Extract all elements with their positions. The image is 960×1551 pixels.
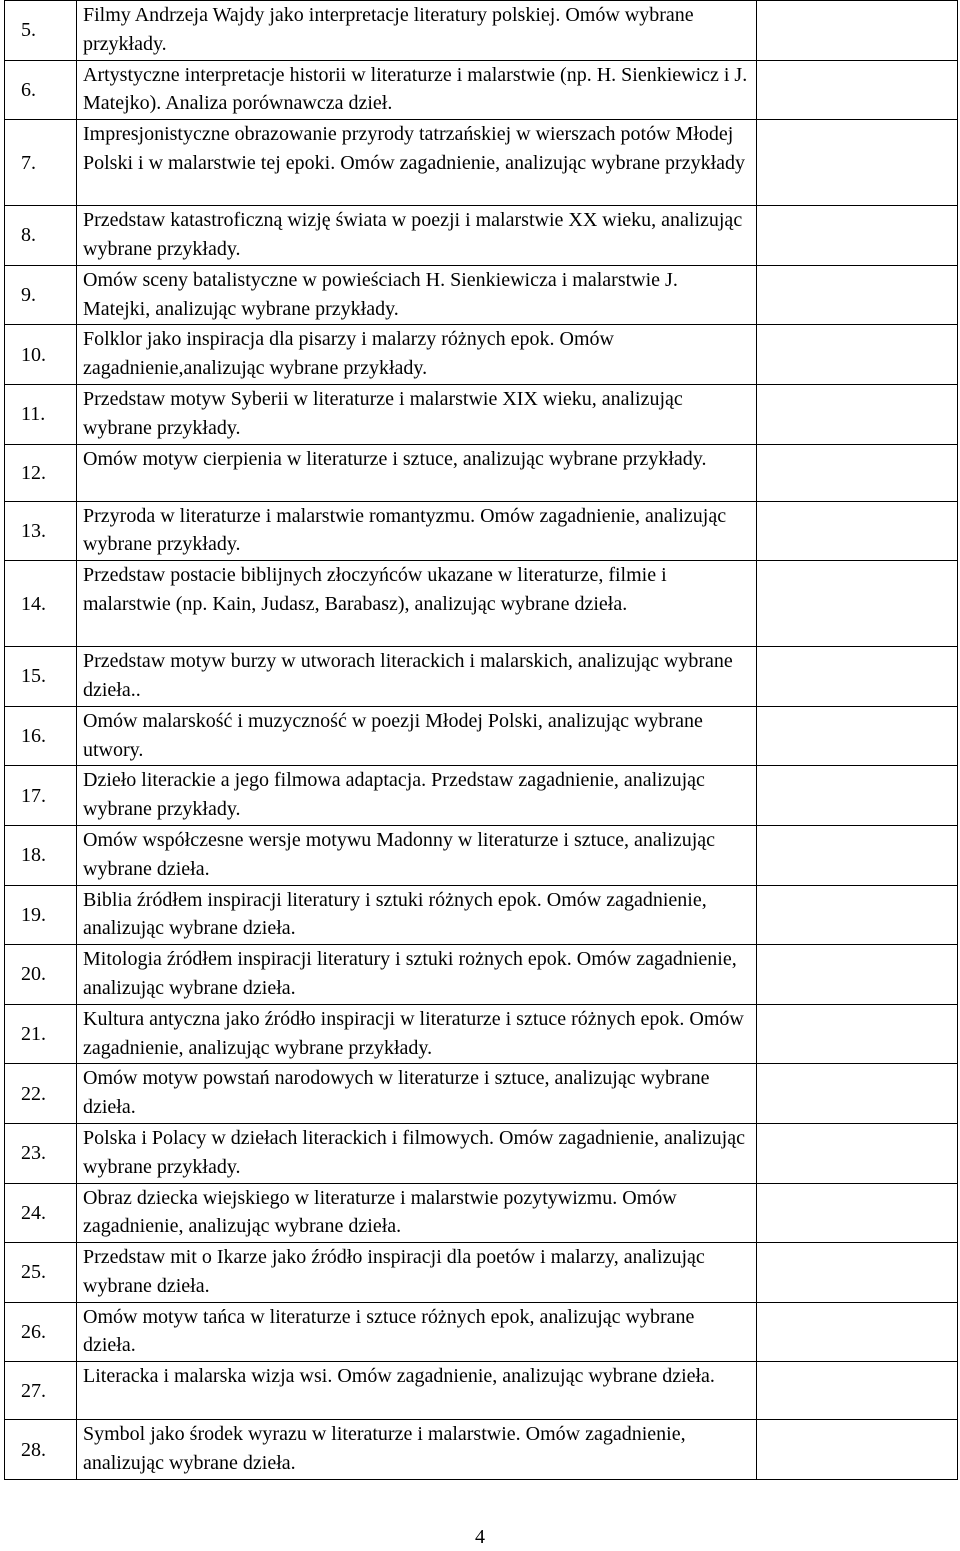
empty-cell	[757, 885, 958, 945]
empty-cell	[757, 1243, 958, 1303]
row-number: 7.	[5, 120, 77, 206]
topic-text: Literacka i malarska wizja wsi. Omów zagadnienie, analizując wybrane dzieła.	[77, 1362, 757, 1420]
topic-text: Kultura antyczna jako źródło inspiracji w literaturze i sztuce różnych epok. Omów zagadnienie, analizując wybrane przykłady.	[77, 1004, 757, 1064]
table-row	[5, 885, 958, 945]
topic-text: Omów motyw cierpienia w literaturze i sztuce, analizując wybrane przykłady.	[77, 444, 757, 501]
empty-cell	[757, 384, 958, 444]
row-number: 23.	[5, 1123, 77, 1183]
table-row	[5, 1362, 958, 1420]
row-number: 19.	[5, 885, 77, 945]
empty-cell	[757, 706, 958, 766]
topic-text: Przedstaw motyw Syberii w literaturze i malarstwie XIX wieku, analizując wybrane przykłady.	[77, 384, 757, 444]
empty-cell	[757, 825, 958, 885]
topic-text: Dzieło literackie a jego filmowa adaptacja. Przedstaw zagadnienie, analizując wybrane przykłady.	[77, 766, 757, 826]
table-row	[5, 444, 958, 501]
table-row	[5, 1, 958, 61]
topic-text: Impresjonistyczne obrazowanie przyrody tatrzańskiej w wierszach potów Młodej Polski i w malarstwie tej epoki. Omów zagadnienie, analizując wybrane przykłady	[77, 120, 757, 206]
empty-cell	[757, 1420, 958, 1480]
topic-text: Przedstaw motyw burzy w utworach literackich i malarskich, analizując wybrane dzieła..	[77, 647, 757, 707]
empty-cell	[757, 265, 958, 325]
row-number: 22.	[5, 1064, 77, 1124]
topics-table	[4, 0, 958, 1480]
table-row	[5, 706, 958, 766]
topic-text: Mitologia źródłem inspiracji literatury i sztuki rożnych epok. Omów zagadnienie, analizując wybrane dzieła.	[77, 945, 757, 1005]
table-row	[5, 501, 958, 561]
row-number: 12.	[5, 444, 77, 501]
empty-cell	[757, 1123, 958, 1183]
topic-text: Przyroda w literaturze i malarstwie romantyzmu. Omów zagadnienie, analizując wybrane przykłady.	[77, 501, 757, 561]
empty-cell	[757, 1004, 958, 1064]
empty-cell	[757, 1183, 958, 1243]
topic-text: Filmy Andrzeja Wajdy jako interpretacje literatury polskiej. Omów wybrane przykłady.	[77, 1, 757, 61]
topic-text: Omów współczesne wersje motywu Madonny w literaturze i sztuce, analizując wybrane dzieła.	[77, 825, 757, 885]
table-row	[5, 384, 958, 444]
row-number: 27.	[5, 1362, 77, 1420]
empty-cell	[757, 1362, 958, 1420]
topic-text: Przedstaw katastroficzną wizję świata w poezji i malarstwie XX wieku, analizując wybrane przykłady.	[77, 206, 757, 266]
table-row	[5, 647, 958, 707]
row-number: 28.	[5, 1420, 77, 1480]
empty-cell	[757, 1, 958, 61]
topic-text: Folklor jako inspiracja dla pisarzy i malarzy różnych epok. Omów zagadnienie,analizując wybrane przykłady.	[77, 325, 757, 385]
table-row	[5, 1243, 958, 1303]
page-number: 4	[475, 1526, 485, 1548]
table-row	[5, 1064, 958, 1124]
topic-text: Przedstaw postacie biblijnych złoczyńców ukazane w literaturze, filmie i malarstwie (np. Kain, Judasz, Barabasz), analizując wybrane dzieła.	[77, 561, 757, 647]
empty-cell	[757, 561, 958, 647]
table-row	[5, 60, 958, 120]
table-row	[5, 1420, 958, 1480]
topics-table-body	[5, 1, 958, 1480]
row-number: 25.	[5, 1243, 77, 1303]
row-number: 15.	[5, 647, 77, 707]
row-number: 16.	[5, 706, 77, 766]
table-row	[5, 1123, 958, 1183]
table-row	[5, 1004, 958, 1064]
empty-cell	[757, 60, 958, 120]
topic-text: Obraz dziecka wiejskiego w literaturze i malarstwie pozytywizmu. Omów zagadnienie, analizując wybrane dzieła.	[77, 1183, 757, 1243]
row-number: 11.	[5, 384, 77, 444]
row-number: 5.	[5, 1, 77, 61]
row-number: 24.	[5, 1183, 77, 1243]
row-number: 18.	[5, 825, 77, 885]
row-number: 8.	[5, 206, 77, 266]
empty-cell	[757, 444, 958, 501]
topic-text: Omów malarskość i muzyczność w poezji Młodej Polski, analizując wybrane utwory.	[77, 706, 757, 766]
topic-text: Omów motyw tańca w literaturze i sztuce różnych epok, analizując wybrane dzieła.	[77, 1302, 757, 1362]
empty-cell	[757, 1064, 958, 1124]
row-number: 10.	[5, 325, 77, 385]
row-number: 20.	[5, 945, 77, 1005]
topic-text: Symbol jako środek wyrazu w literaturze i malarstwie. Omów zagadnienie, analizując wybrane dzieła.	[77, 1420, 757, 1480]
empty-cell	[757, 206, 958, 266]
empty-cell	[757, 647, 958, 707]
table-row	[5, 945, 958, 1005]
row-number: 6.	[5, 60, 77, 120]
table-row	[5, 206, 958, 266]
table-row	[5, 1302, 958, 1362]
table-row	[5, 825, 958, 885]
table-row	[5, 561, 958, 647]
empty-cell	[757, 1302, 958, 1362]
table-row	[5, 766, 958, 826]
row-number: 21.	[5, 1004, 77, 1064]
topic-text: Artystyczne interpretacje historii w literaturze i malarstwie (np. H. Sienkiewicz i J. Matejko). Analiza porównawcza dzieł.	[77, 60, 757, 120]
row-number: 17.	[5, 766, 77, 826]
topic-text: Polska i Polacy w dziełach literackich i filmowych. Omów zagadnienie, analizując wybrane przykłady.	[77, 1123, 757, 1183]
empty-cell	[757, 501, 958, 561]
row-number: 9.	[5, 265, 77, 325]
table-row	[5, 120, 958, 206]
table-row	[5, 325, 958, 385]
topic-text: Biblia źródłem inspiracji literatury i sztuki różnych epok. Omów zagadnienie, analizując wybrane dzieła.	[77, 885, 757, 945]
row-number: 26.	[5, 1302, 77, 1362]
empty-cell	[757, 120, 958, 206]
table-row	[5, 1183, 958, 1243]
topic-text: Przedstaw mit o Ikarze jako źródło inspiracji dla poetów i malarzy, analizując wybrane dzieła.	[77, 1243, 757, 1303]
empty-cell	[757, 325, 958, 385]
table-row	[5, 265, 958, 325]
topic-text: Omów sceny batalistyczne w powieściach H. Sienkiewicza i malarstwie J. Matejki, analizując wybrane przykłady.	[77, 265, 757, 325]
empty-cell	[757, 945, 958, 1005]
topic-text: Omów motyw powstań narodowych w literaturze i sztuce, analizując wybrane dzieła.	[77, 1064, 757, 1124]
empty-cell	[757, 766, 958, 826]
row-number: 14.	[5, 561, 77, 647]
row-number: 13.	[5, 501, 77, 561]
